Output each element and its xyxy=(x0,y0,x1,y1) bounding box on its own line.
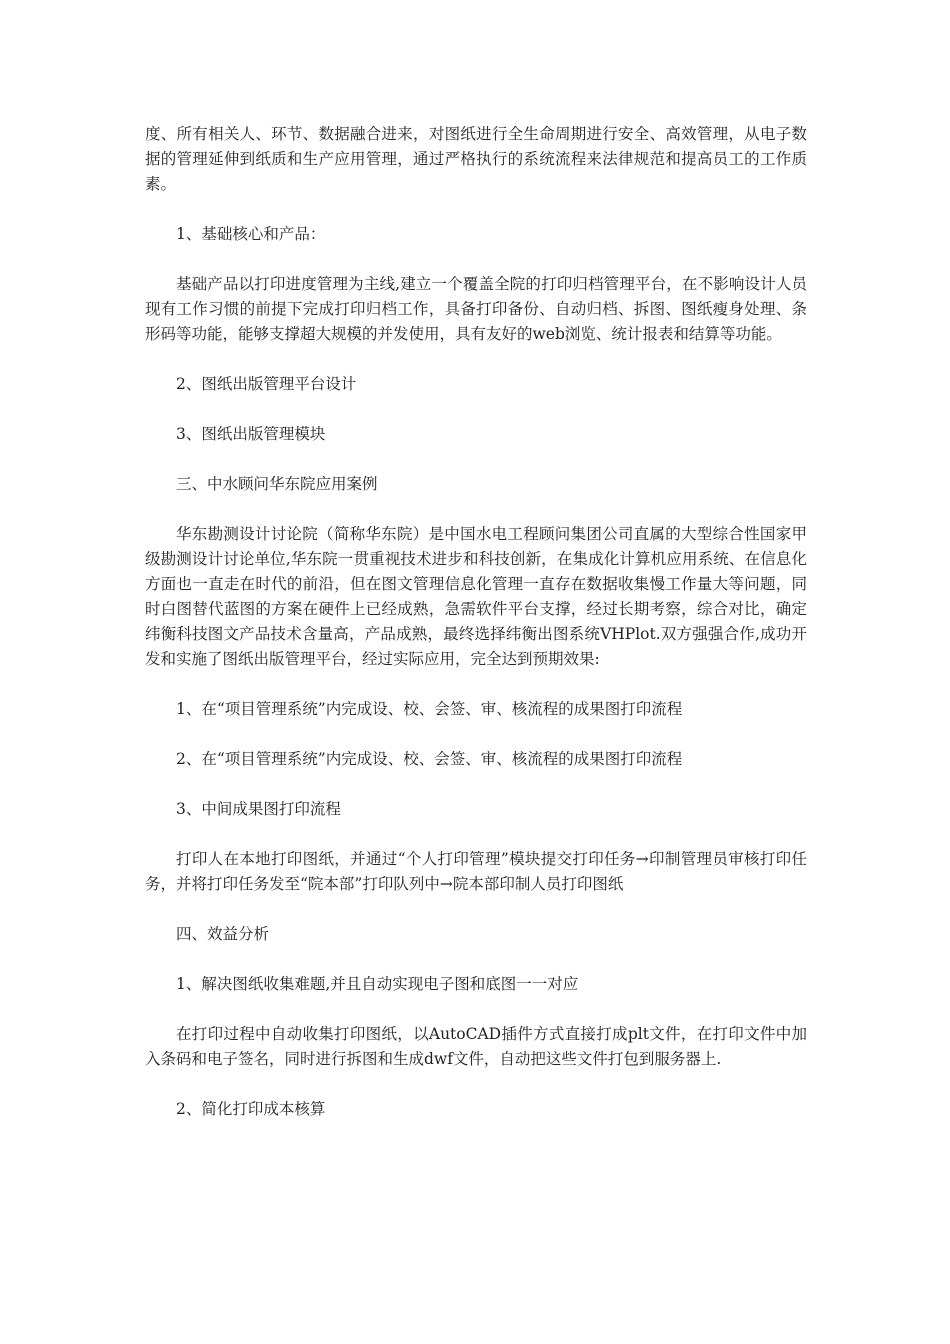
heading-result-print-flow-2: 2、在“项目管理系统”内完成设、校、会签、审、核流程的成果图打印流程 xyxy=(176,750,683,768)
paragraph-intro-continued: 度、所有相关人、环节、数据融合进来，对图纸进行全生命周期进行安全、高效管理，从电子数据的管理延伸到纸质和生产应用管理，通过严格执行的系统流程来法律规范和提高员工的工作质素。 xyxy=(145,125,807,193)
paragraph-core-products: 基础产品以打印进度管理为主线,建立一个覆盖全院的打印归档管理平台，在不影响设计人员现有工作习惯的前提下完成打印归档工作，具备打印备份、自动归档、拆图、图纸瘦身处理、条形码等功能，能够支撑超大规模的并发使用，具有友好的web浏览、统计报表和结算等功能。 xyxy=(145,275,807,343)
paragraph-drawing-collection: 在打印过程中自动收集打印图纸，以AutoCAD插件方式直接打成plt文件，在打印文件中加入条码和电子签名，同时进行拆图和生成dwf文件，自动把这些文件打包到服务器上. xyxy=(145,1025,807,1068)
heading-intermediate-print-flow: 3、中间成果图打印流程 xyxy=(176,800,341,818)
heading-platform-design: 2、图纸出版管理平台设计 xyxy=(176,375,357,393)
section-heading-benefit-analysis: 四、效益分析 xyxy=(176,925,270,943)
heading-cost-accounting: 2、简化打印成本核算 xyxy=(176,1100,326,1118)
paragraph-case-study: 华东勘测设计讨论院（简称华东院）是中国水电工程顾问集团公司直属的大型综合性国家甲级勘测设计讨论单位,华东院一贯重视技术进步和科技创新，在集成化计算机应用系统、在信息化方面也一直走在时代的前沿，但在图文管理信息化管理一直存在数据收集慢工作量大等问题，同时白图替代蓝图的方案在硬件上已经成熟，急需软件平台支撑，经过长期考察，综合对比，确定纬衡科技图文产品技术含量高，产品成熟，最终选择纬衡出图系统VHPlot.双方强强合作,成功开发和实施了图纸出版管理平台，经过实际应用，完全达到预期效果: xyxy=(145,525,807,668)
heading-result-print-flow-1: 1、在“项目管理系统”内完成设、校、会签、审、核流程的成果图打印流程 xyxy=(176,700,683,718)
paragraph-intermediate-print-flow: 打印人在本地打印图纸，并通过“个人打印管理”模块提交打印任务→印制管理员审核打印任务，并将打印任务发至“院本部”打印队列中→院本部印制人员打印图纸 xyxy=(145,850,807,893)
heading-core-products: 1、基础核心和产品： xyxy=(176,225,326,243)
document-page xyxy=(145,122,807,1147)
heading-drawing-collection: 1、解决图纸收集难题,并且自动实现电子图和底图一一对应 xyxy=(176,975,579,993)
heading-management-module: 3、图纸出版管理模块 xyxy=(176,425,326,443)
section-heading-case-study: 三、中水顾问华东院应用案例 xyxy=(176,475,378,493)
